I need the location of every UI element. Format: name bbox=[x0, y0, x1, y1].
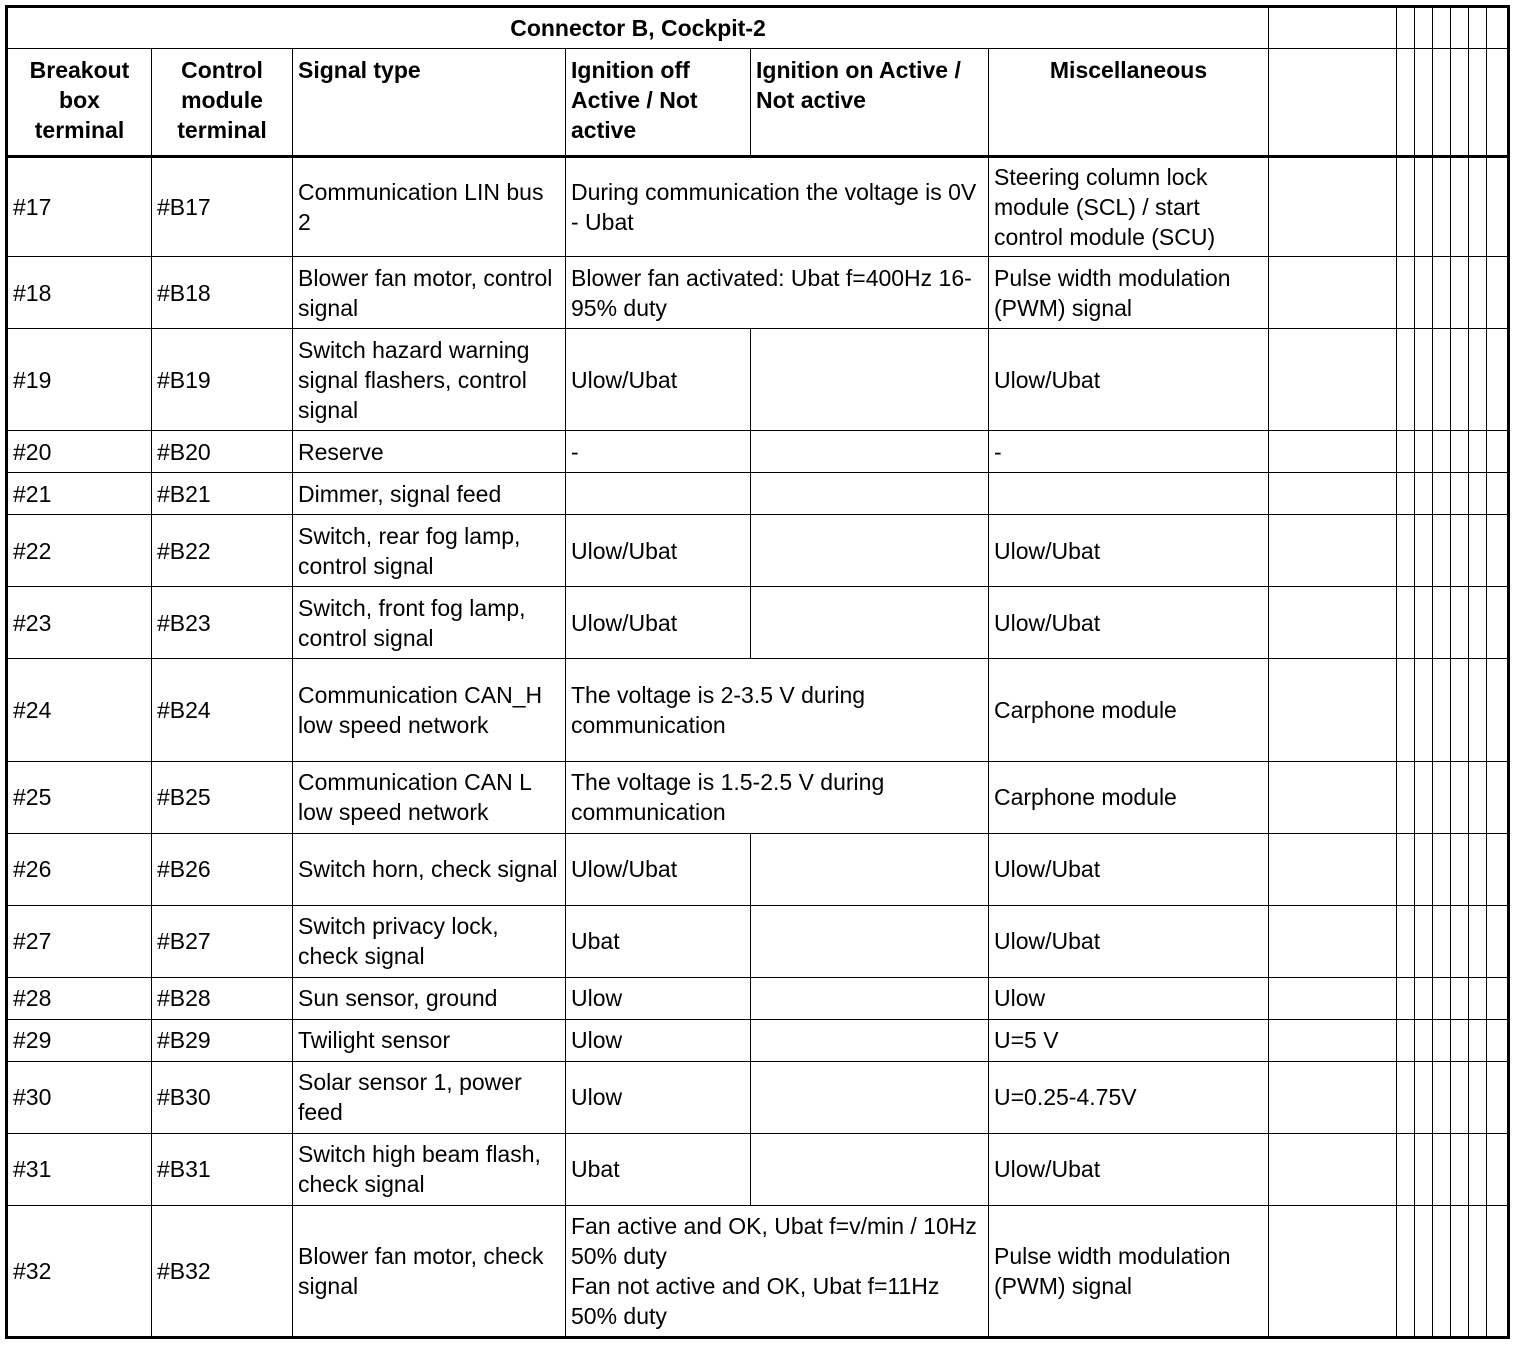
miscellaneous-cell: Ulow/Ubat bbox=[989, 587, 1269, 659]
blank-cell bbox=[1451, 1205, 1469, 1337]
header-signal: Signal type bbox=[293, 49, 566, 157]
signal-type-cell: Dimmer, signal feed bbox=[293, 473, 566, 515]
ignition-off-cell: Ulow/Ubat bbox=[566, 515, 751, 587]
table-row bbox=[7, 833, 1509, 905]
table-title: Connector B, Cockpit-2 bbox=[7, 7, 1269, 49]
blank-cell bbox=[1433, 7, 1451, 49]
blank-cell bbox=[1451, 833, 1469, 905]
miscellaneous-cell bbox=[989, 473, 1269, 515]
ignition-on-cell bbox=[751, 1061, 989, 1133]
blank-cell bbox=[1451, 49, 1469, 157]
breakout-terminal-cell: #21 bbox=[7, 473, 152, 515]
header-breakout: Breakout box terminal bbox=[7, 49, 152, 157]
signal-type-cell: Blower fan motor, check signal bbox=[293, 1205, 566, 1337]
blank-cell bbox=[1415, 49, 1433, 157]
breakout-terminal-cell: #17 bbox=[7, 157, 152, 257]
blank-cell bbox=[1469, 761, 1487, 833]
ignition-state-cell: The voltage is 2-3.5 V during communication bbox=[566, 659, 989, 761]
blank-cell bbox=[1469, 329, 1487, 431]
blank-cell bbox=[1469, 977, 1487, 1019]
blank-cell bbox=[1415, 329, 1433, 431]
blank-cell bbox=[1269, 1019, 1397, 1061]
blank-cell bbox=[1487, 157, 1509, 257]
blank-cell bbox=[1469, 1019, 1487, 1061]
miscellaneous-cell: U=5 V bbox=[989, 1019, 1269, 1061]
blank-cell bbox=[1415, 473, 1433, 515]
table-row bbox=[7, 977, 1509, 1019]
miscellaneous-cell: Steering column lock module (SCL) / start control module (SCU) bbox=[989, 157, 1269, 257]
blank-cell bbox=[1397, 659, 1415, 761]
blank-cell bbox=[1397, 833, 1415, 905]
breakout-terminal-cell: #32 bbox=[7, 1205, 152, 1337]
blank-cell bbox=[1269, 587, 1397, 659]
blank-cell bbox=[1433, 49, 1451, 157]
blank-cell bbox=[1487, 659, 1509, 761]
blank-cell bbox=[1397, 431, 1415, 473]
blank-cell bbox=[1451, 1061, 1469, 1133]
miscellaneous-cell: Ulow/Ubat bbox=[989, 905, 1269, 977]
blank-cell bbox=[1397, 329, 1415, 431]
ignition-state-cell: Blower fan activated: Ubat f=400Hz 16-95% duty bbox=[566, 257, 989, 329]
blank-cell bbox=[1451, 431, 1469, 473]
blank-cell bbox=[1487, 1061, 1509, 1133]
table-row bbox=[7, 659, 1509, 761]
ignition-on-cell bbox=[751, 473, 989, 515]
miscellaneous-cell: Ulow/Ubat bbox=[989, 833, 1269, 905]
blank-cell bbox=[1415, 905, 1433, 977]
blank-cell bbox=[1397, 587, 1415, 659]
miscellaneous-cell: Ulow/Ubat bbox=[989, 1133, 1269, 1205]
blank-cell bbox=[1469, 659, 1487, 761]
blank-cell bbox=[1451, 761, 1469, 833]
ignition-off-cell bbox=[566, 473, 751, 515]
blank-cell bbox=[1415, 431, 1433, 473]
ignition-on-cell bbox=[751, 1019, 989, 1061]
miscellaneous-cell: Ulow/Ubat bbox=[989, 329, 1269, 431]
blank-cell bbox=[1415, 257, 1433, 329]
blank-cell bbox=[1487, 905, 1509, 977]
signal-type-cell: Blower fan motor, control signal bbox=[293, 257, 566, 329]
blank-cell bbox=[1269, 761, 1397, 833]
blank-cell bbox=[1487, 329, 1509, 431]
miscellaneous-cell: Pulse width modulation (PWM) signal bbox=[989, 257, 1269, 329]
blank-cell bbox=[1433, 905, 1451, 977]
blank-cell bbox=[1451, 257, 1469, 329]
blank-cell bbox=[1397, 1061, 1415, 1133]
blank-cell bbox=[1487, 7, 1509, 49]
blank-cell bbox=[1469, 257, 1487, 329]
blank-cell bbox=[1415, 833, 1433, 905]
blank-cell bbox=[1415, 7, 1433, 49]
control-terminal-cell: #B19 bbox=[152, 329, 293, 431]
blank-cell bbox=[1451, 7, 1469, 49]
blank-cell bbox=[1469, 1133, 1487, 1205]
blank-cell bbox=[1397, 257, 1415, 329]
blank-cell bbox=[1269, 1205, 1397, 1337]
header-ign-on: Ignition on Active / Not active bbox=[751, 49, 989, 157]
breakout-terminal-cell: #24 bbox=[7, 659, 152, 761]
ignition-on-cell bbox=[751, 515, 989, 587]
blank-cell bbox=[1487, 515, 1509, 587]
breakout-terminal-cell: #19 bbox=[7, 329, 152, 431]
blank-cell bbox=[1433, 977, 1451, 1019]
blank-cell bbox=[1433, 587, 1451, 659]
breakout-terminal-cell: #18 bbox=[7, 257, 152, 329]
miscellaneous-cell: Ulow/Ubat bbox=[989, 515, 1269, 587]
breakout-terminal-cell: #26 bbox=[7, 833, 152, 905]
blank-cell bbox=[1487, 1133, 1509, 1205]
blank-cell bbox=[1451, 905, 1469, 977]
blank-cell bbox=[1415, 761, 1433, 833]
blank-cell bbox=[1433, 1019, 1451, 1061]
blank-cell bbox=[1487, 1205, 1509, 1337]
breakout-terminal-cell: #30 bbox=[7, 1061, 152, 1133]
blank-cell bbox=[1269, 157, 1397, 257]
blank-cell bbox=[1433, 329, 1451, 431]
blank-cell bbox=[1397, 7, 1415, 49]
blank-cell bbox=[1397, 473, 1415, 515]
control-terminal-cell: #B22 bbox=[152, 515, 293, 587]
blank-cell bbox=[1433, 659, 1451, 761]
signal-type-cell: Switch, front fog lamp, control signal bbox=[293, 587, 566, 659]
ignition-off-cell: Ubat bbox=[566, 1133, 751, 1205]
miscellaneous-cell: Carphone module bbox=[989, 659, 1269, 761]
blank-cell bbox=[1269, 49, 1397, 157]
ignition-off-cell: Ulow/Ubat bbox=[566, 587, 751, 659]
table-row bbox=[7, 431, 1509, 473]
blank-cell bbox=[1487, 257, 1509, 329]
header-row bbox=[7, 49, 1509, 157]
blank-cell bbox=[1433, 157, 1451, 257]
breakout-terminal-cell: #22 bbox=[7, 515, 152, 587]
blank-cell bbox=[1269, 1133, 1397, 1205]
blank-cell bbox=[1269, 7, 1397, 49]
control-terminal-cell: #B26 bbox=[152, 833, 293, 905]
blank-cell bbox=[1433, 761, 1451, 833]
blank-cell bbox=[1433, 431, 1451, 473]
control-terminal-cell: #B29 bbox=[152, 1019, 293, 1061]
blank-cell bbox=[1397, 515, 1415, 587]
blank-cell bbox=[1487, 473, 1509, 515]
blank-cell bbox=[1451, 473, 1469, 515]
blank-cell bbox=[1469, 833, 1487, 905]
signal-type-cell: Communication LIN bus 2 bbox=[293, 157, 566, 257]
breakout-terminal-cell: #28 bbox=[7, 977, 152, 1019]
table-row bbox=[7, 1133, 1509, 1205]
blank-cell bbox=[1487, 431, 1509, 473]
control-terminal-cell: #B32 bbox=[152, 1205, 293, 1337]
blank-cell bbox=[1269, 659, 1397, 761]
miscellaneous-cell: Ulow bbox=[989, 977, 1269, 1019]
breakout-terminal-cell: #25 bbox=[7, 761, 152, 833]
blank-cell bbox=[1487, 587, 1509, 659]
blank-cell bbox=[1415, 977, 1433, 1019]
breakout-terminal-cell: #31 bbox=[7, 1133, 152, 1205]
blank-cell bbox=[1269, 905, 1397, 977]
signal-type-cell: Switch horn, check signal bbox=[293, 833, 566, 905]
blank-cell bbox=[1469, 905, 1487, 977]
control-terminal-cell: #B31 bbox=[152, 1133, 293, 1205]
blank-cell bbox=[1269, 473, 1397, 515]
signal-type-cell: Switch privacy lock, check signal bbox=[293, 905, 566, 977]
blank-cell bbox=[1487, 761, 1509, 833]
ignition-on-cell bbox=[751, 329, 989, 431]
blank-cell bbox=[1433, 1133, 1451, 1205]
blank-cell bbox=[1415, 1133, 1433, 1205]
signal-type-cell: Communication CAN_H low speed network bbox=[293, 659, 566, 761]
blank-cell bbox=[1469, 1061, 1487, 1133]
ignition-state-cell: The voltage is 1.5-2.5 V during communication bbox=[566, 761, 989, 833]
miscellaneous-cell: Carphone module bbox=[989, 761, 1269, 833]
header-control: Control module terminal bbox=[152, 49, 293, 157]
blank-cell bbox=[1433, 473, 1451, 515]
blank-cell bbox=[1469, 431, 1487, 473]
ignition-state-cell: Fan active and OK, Ubat f=v/min / 10Hz 50% duty Fan not active and OK, Ubat f=11Hz 50% duty bbox=[566, 1205, 989, 1337]
control-terminal-cell: #B23 bbox=[152, 587, 293, 659]
blank-cell bbox=[1397, 1133, 1415, 1205]
table-row bbox=[7, 587, 1509, 659]
table-row bbox=[7, 761, 1509, 833]
control-terminal-cell: #B30 bbox=[152, 1061, 293, 1133]
blank-cell bbox=[1415, 515, 1433, 587]
ignition-off-cell: Ulow/Ubat bbox=[566, 329, 751, 431]
ignition-on-cell bbox=[751, 1133, 989, 1205]
ignition-on-cell bbox=[751, 833, 989, 905]
blank-cell bbox=[1415, 1019, 1433, 1061]
control-terminal-cell: #B28 bbox=[152, 977, 293, 1019]
signal-type-cell: Switch, rear fog lamp, control signal bbox=[293, 515, 566, 587]
blank-cell bbox=[1397, 1205, 1415, 1337]
ignition-off-cell: Ubat bbox=[566, 905, 751, 977]
blank-cell bbox=[1469, 587, 1487, 659]
breakout-terminal-cell: #23 bbox=[7, 587, 152, 659]
blank-cell bbox=[1269, 833, 1397, 905]
blank-cell bbox=[1451, 977, 1469, 1019]
table-row bbox=[7, 157, 1509, 257]
table-row bbox=[7, 515, 1509, 587]
table-row bbox=[7, 329, 1509, 431]
blank-cell bbox=[1397, 905, 1415, 977]
ignition-on-cell bbox=[751, 431, 989, 473]
blank-cell bbox=[1433, 833, 1451, 905]
table-row bbox=[7, 905, 1509, 977]
blank-cell bbox=[1415, 157, 1433, 257]
blank-cell bbox=[1469, 1205, 1487, 1337]
blank-cell bbox=[1451, 157, 1469, 257]
control-terminal-cell: #B25 bbox=[152, 761, 293, 833]
pin-table bbox=[5, 5, 1510, 1339]
blank-cell bbox=[1487, 1019, 1509, 1061]
signal-type-cell: Solar sensor 1, power feed bbox=[293, 1061, 566, 1133]
signal-type-cell: Reserve bbox=[293, 431, 566, 473]
blank-cell bbox=[1269, 329, 1397, 431]
control-terminal-cell: #B24 bbox=[152, 659, 293, 761]
ignition-state-cell: During communication the voltage is 0V - Ubat bbox=[566, 157, 989, 257]
blank-cell bbox=[1415, 1205, 1433, 1337]
ignition-off-cell: Ulow bbox=[566, 1061, 751, 1133]
blank-cell bbox=[1469, 473, 1487, 515]
control-terminal-cell: #B20 bbox=[152, 431, 293, 473]
table-row bbox=[7, 1019, 1509, 1061]
signal-type-cell: Sun sensor, ground bbox=[293, 977, 566, 1019]
ignition-on-cell bbox=[751, 905, 989, 977]
blank-cell bbox=[1269, 977, 1397, 1019]
breakout-terminal-cell: #27 bbox=[7, 905, 152, 977]
blank-cell bbox=[1397, 1019, 1415, 1061]
blank-cell bbox=[1451, 329, 1469, 431]
control-terminal-cell: #B21 bbox=[152, 473, 293, 515]
blank-cell bbox=[1451, 659, 1469, 761]
header-ign-off: Ignition off Active / Not active bbox=[566, 49, 751, 157]
blank-cell bbox=[1269, 1061, 1397, 1133]
blank-cell bbox=[1451, 515, 1469, 587]
breakout-terminal-cell: #29 bbox=[7, 1019, 152, 1061]
blank-cell bbox=[1397, 977, 1415, 1019]
table-row bbox=[7, 473, 1509, 515]
blank-cell bbox=[1415, 1061, 1433, 1133]
breakout-terminal-cell: #20 bbox=[7, 431, 152, 473]
header-misc: Miscellaneous bbox=[989, 49, 1269, 157]
ignition-on-cell bbox=[751, 587, 989, 659]
signal-type-cell: Switch high beam flash, check signal bbox=[293, 1133, 566, 1205]
blank-cell bbox=[1469, 515, 1487, 587]
miscellaneous-cell: U=0.25-4.75V bbox=[989, 1061, 1269, 1133]
control-terminal-cell: #B27 bbox=[152, 905, 293, 977]
signal-type-cell: Communication CAN L low speed network bbox=[293, 761, 566, 833]
ignition-off-cell: Ulow bbox=[566, 1019, 751, 1061]
ignition-off-cell: Ulow bbox=[566, 977, 751, 1019]
table-row bbox=[7, 1061, 1509, 1133]
blank-cell bbox=[1397, 761, 1415, 833]
blank-cell bbox=[1451, 587, 1469, 659]
blank-cell bbox=[1269, 515, 1397, 587]
blank-cell bbox=[1433, 1205, 1451, 1337]
control-terminal-cell: #B18 bbox=[152, 257, 293, 329]
blank-cell bbox=[1451, 1019, 1469, 1061]
signal-type-cell: Twilight sensor bbox=[293, 1019, 566, 1061]
blank-cell bbox=[1469, 157, 1487, 257]
blank-cell bbox=[1269, 257, 1397, 329]
blank-cell bbox=[1487, 833, 1509, 905]
table-row bbox=[7, 257, 1509, 329]
blank-cell bbox=[1469, 7, 1487, 49]
title-row bbox=[7, 7, 1509, 49]
blank-cell bbox=[1433, 515, 1451, 587]
blank-cell bbox=[1397, 157, 1415, 257]
blank-cell bbox=[1451, 1133, 1469, 1205]
ignition-off-cell: - bbox=[566, 431, 751, 473]
table-row bbox=[7, 1205, 1509, 1337]
signal-type-cell: Switch hazard warning signal flashers, control signal bbox=[293, 329, 566, 431]
blank-cell bbox=[1469, 49, 1487, 157]
control-terminal-cell: #B17 bbox=[152, 157, 293, 257]
ignition-off-cell: Ulow/Ubat bbox=[566, 833, 751, 905]
blank-cell bbox=[1487, 49, 1509, 157]
blank-cell bbox=[1415, 659, 1433, 761]
blank-cell bbox=[1269, 431, 1397, 473]
ignition-on-cell bbox=[751, 977, 989, 1019]
blank-cell bbox=[1433, 1061, 1451, 1133]
blank-cell bbox=[1397, 49, 1415, 157]
blank-cell bbox=[1433, 257, 1451, 329]
miscellaneous-cell: - bbox=[989, 431, 1269, 473]
miscellaneous-cell: Pulse width modulation (PWM) signal bbox=[989, 1205, 1269, 1337]
blank-cell bbox=[1487, 977, 1509, 1019]
blank-cell bbox=[1415, 587, 1433, 659]
